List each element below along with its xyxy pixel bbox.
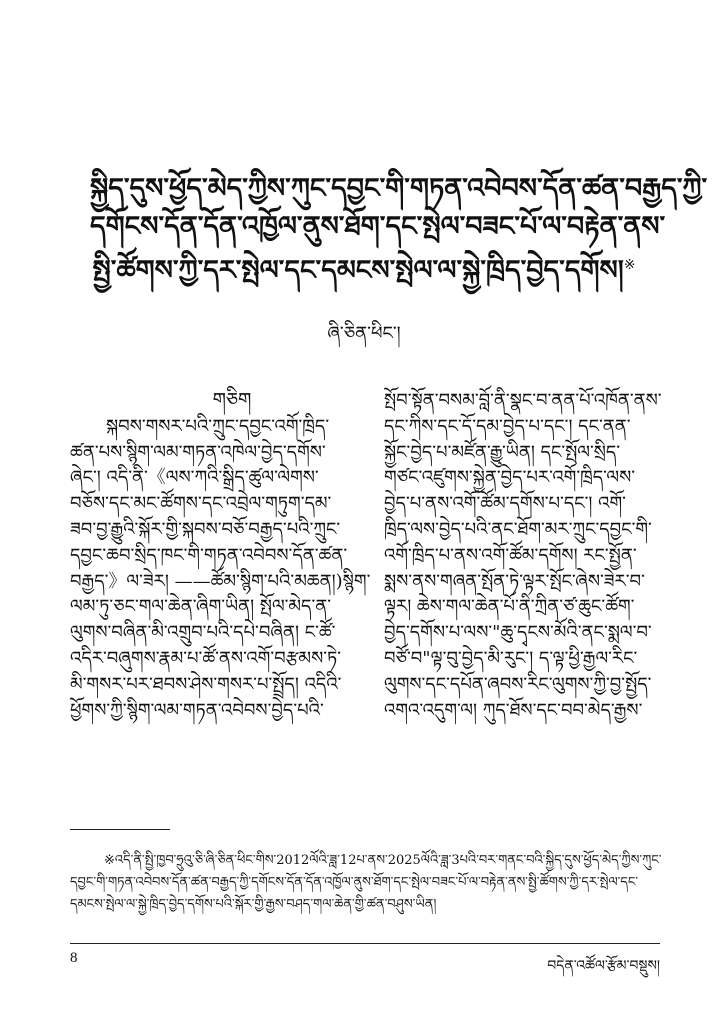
- left-text-column: [70, 388, 371, 723]
- body-line: ལྟར། ཆེས་གལ་ཆེན་པོ་ནི་ཀྲིན་ཙ་ཆུང་ཚོག་: [384, 596, 635, 618]
- body-line: དང་ཀིས་དང་དོ་དམ་བྱེད་པ་དང་། དང་ནན་: [384, 415, 631, 437]
- body-line: ཚན་པས་སྙིག་ལམ་གཏན་འཁེལ་བྱེད་དགོས་: [70, 441, 326, 463]
- body-line: ལུགས་བཞིན་མི་འགྲུབ་པའི་དཔེ་བཞིན། ང་ཚོ་: [70, 622, 336, 644]
- article-title: [90, 170, 708, 290]
- right-text-column: [384, 388, 662, 723]
- body-line: མི་གསར་པར་ཐབས་ཤེས་གསར་པ་སྤྲོད། འདིའི་: [70, 673, 342, 695]
- body-line: ཁྲིད་ལས་བྱེད་པའི་ནང་ཐོག་མར་ཀྲུང་དབྱང་གི་: [384, 518, 652, 540]
- body-line: བཅོས་དང་མང་ཚོགས་དང་འབྲེལ་གཏུག་དམ་: [70, 493, 332, 515]
- page-number: 8: [70, 950, 78, 966]
- body-line: འགོ་ཁྲིད་པ་ནས་འགོ་ཚོམ་དགོས། རང་སྤྱོན་: [384, 544, 637, 566]
- body-line: སྐབས་གསར་པའི་ཀྲུང་དབྱང་འགོ་ཁྲིད་: [106, 415, 330, 437]
- title-line-3-text: སྤྱི་ཚོགས་ཀྱི་དར་སྤེལ་དང་དམངས་སྤེལ་ལ་སྐྱེ་ཁྲིད་བྱེད་དགོས།: [92, 255, 624, 286]
- body-line: སྐྱོང་བྱེད་པ་མཛོན་རྒྱུ་ཡིན། དང་སྤོལ་སྲིད་: [384, 441, 621, 463]
- body-line: སྤོབ་སྟོན་བསམ་བློ་ནི་སྣང་བ་ནན་པོ་འཁོན་ནས་: [384, 390, 662, 411]
- footnote-mark: ※: [623, 257, 636, 273]
- body-line: ལམ་ཏུ་ཅང་གལ་ཆེན་ཞིག་ཡིན། སྤོལ་མེད་ན་: [70, 596, 332, 618]
- footnote-line: དབྱང་གི་གཏན་འབེབས་དོན་ཚན་བརྒྱད་ཀྱི་དགོངས་དོན་དོན་འཁྱོལ་ནུས་ཐོག་དང་སྤེལ་བཟང་པོ་ལ་བརྟེན་ནས་སྤྱི་ཚོགས་ཀྱི་དར་སྤེལ་དང་: [70, 875, 639, 890]
- body-line: ཟབ་བྱ་རྒྱུའི་སྐོར་གྱི་སྐབས་བཅོ་བརྒྱད་པའི་ཀྲུང་: [70, 518, 341, 540]
- body-line: བྱེད་པ་ནས་འགོ་ཚོམ་དགོས་པ་དང་། འགོ་: [384, 493, 626, 515]
- body-line: བྱེད་དགོས་པ་ལས་"ཆུ་དྭངས་མོའི་ནང་སྨལ་བ་: [384, 622, 652, 644]
- author-name: ཞི་ཅིན་ཕིང་།: [327, 323, 401, 344]
- title-line-3: [90, 246, 638, 290]
- body-line: བཙོ་བ"ལྟ་བུ་བྱེད་མི་རུང་། ད་ལྟ་ཕྱི་རྒྱལ་རིང་: [384, 647, 638, 669]
- footnote: [70, 850, 660, 916]
- section-heading: གཅིག: [212, 389, 252, 411]
- body-line: སྨས་ནས་གཞན་སྤོན་ཏེ་ལྟར་སྤོང་ཞེས་ཟེར་བ་: [384, 570, 645, 592]
- footnote-divider: [70, 829, 170, 830]
- footer-divider: [70, 943, 660, 944]
- body-line: གཙང་འཛུགས་སྐྱེན་བྱེད་པར་འགོ་ཁྲིད་ལས་: [384, 467, 636, 489]
- footnote-line: ※འདི་ནི་སྤྱི་ཁྱབ་ཧྲུའུ་ཅི་ཞི་ཅིན་ཕིང་གིས་2012ལོའི་ཟླ་12པ་ནས་2025ལོའི་ཟླ་3པའི་བར་གནང་བའི་སྐྱིད་དུས་ཕྱོད་མེད་ཀྱིས་ཀུང་: [104, 853, 662, 868]
- title-line-2: དགོངས་དོན་དོན་འཁྱོལ་ནུས་ཐོག་དང་སྤེལ་བཟང་པོ་ལ་བརྟེན་ནས་: [90, 211, 666, 242]
- body-line: ལུགས་དང་དཔོན་ཞབས་རིང་ལུགས་ཀྱི་བྱ་སྤྱོད་: [384, 673, 652, 695]
- body-line: ཕྱོགས་ཀྱི་སྙིག་ལམ་གཏན་འབེབས་བྱེད་པའི་: [70, 699, 324, 721]
- body-line: ཞེང་། འདི་ནི་《ལས་ཀའི་སྒྲིད་ཚུལ་ལེགས་: [70, 467, 319, 489]
- title-line-1: སྐྱིད་དུས་ཕྱོད་མེད་ཀྱིས་ཀུང་དབྱང་གི་གཏན་འབེབས་དོན་ཚན་བརྒྱད་ཀྱི་: [90, 173, 708, 204]
- footnote-line: དམངས་སྤེལ་ལ་སྐྱེ་ཁྲིད་བྱེད་དགོས་པའི་སྐོར་གྱི་རྒྱས་བཤད་གལ་ཆེན་གྱི་ཚན་བཤུས་ཡིན།: [70, 897, 437, 912]
- body-line: བརྒྱད་》ལ་ཟེར། ——ཚོམ་སྙིག་པའི་མཆན།)སྙིག་: [70, 570, 371, 592]
- journal-name: བདེན་འཚོལ་རྩོམ་བསྡུས།: [547, 958, 660, 974]
- body-line: འགའ་འདུག་ལ། ཀུད་ཐོས་དང་བབ་མེད་རྒྱས་: [384, 699, 643, 721]
- body-line: འདིར་བཞུགས་རྣམ་པ་ཚོ་ནས་འགོ་བརྩམས་ཏེ་: [70, 647, 342, 669]
- body-line: དབྱང་ཆབ་སྲིད་ཁང་གི་གཏན་འབེབས་དོན་ཚན་: [70, 544, 348, 566]
